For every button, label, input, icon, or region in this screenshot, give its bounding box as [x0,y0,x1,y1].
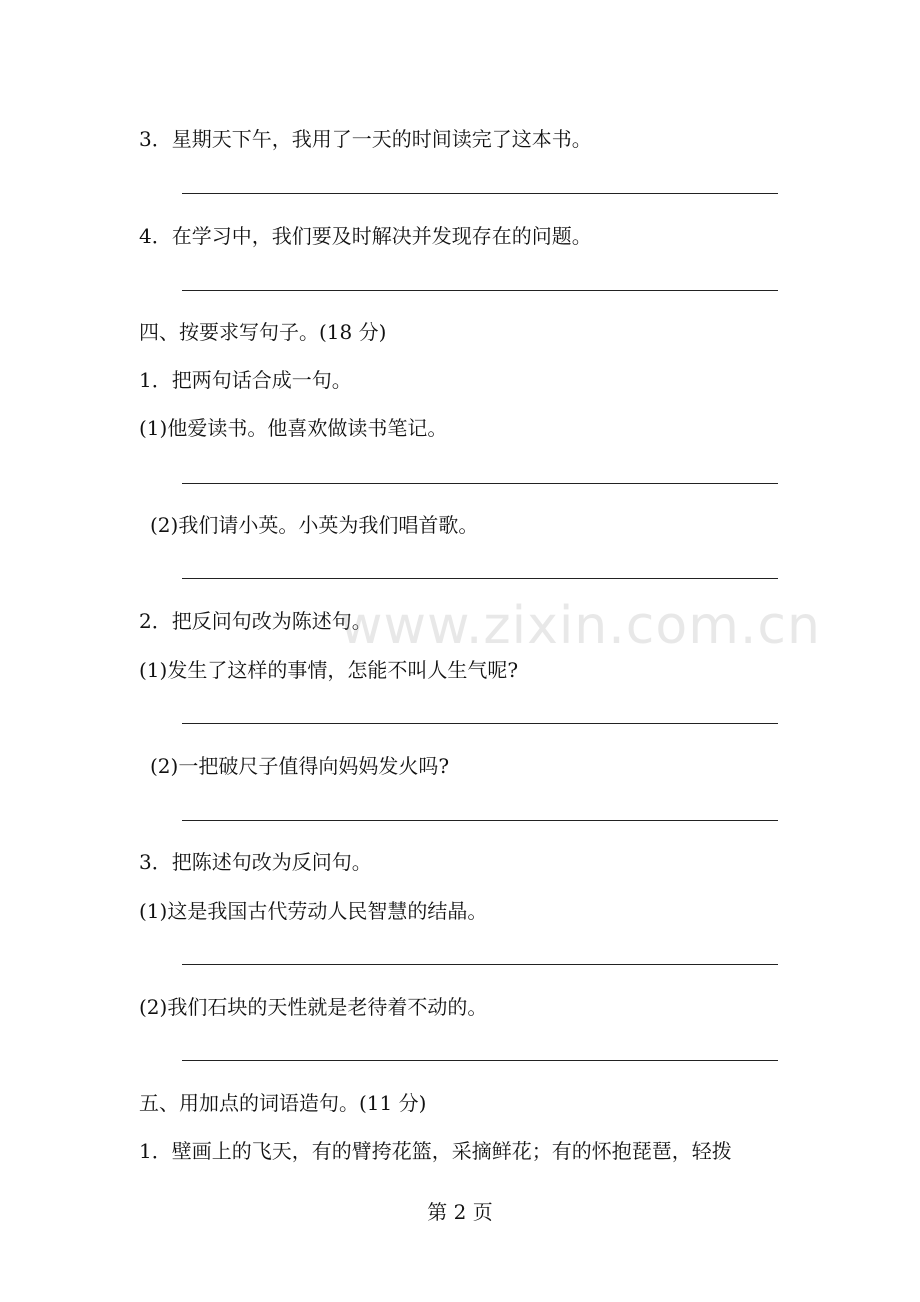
section-5-heading: 五、用加点的词语造句。(11 分) [139,1091,427,1115]
question-4-1-1: (1)他爱读书。他喜欢做读书笔记。 [139,416,448,440]
question-4-1: 1．把两句话合成一句。 [139,368,352,392]
answer-line [182,193,778,194]
answer-line [182,723,778,724]
answer-line [182,964,778,965]
section-4-heading: 四、按要求写句子。(18 分) [139,320,387,344]
watermark: www.zixin.com.cn [340,596,821,656]
question-4-2-2: (2)一把破尺子值得向妈妈发火吗? [150,754,450,778]
question-3-3: 3．星期天下午，我用了一天的时间读完了这本书。 [139,127,592,151]
page-footer: 第 2 页 [427,1200,493,1224]
answer-line [182,820,778,821]
answer-line [182,483,778,484]
question-5-1: 1．壁画上的飞天，有的臂挎花篮，采摘鲜花；有的怀抱琵琶，轻拨 [139,1139,732,1163]
question-3-4: 4．在学习中，我们要及时解决并发现存在的问题。 [139,224,592,248]
question-4-2: 2．把反问句改为陈述句。 [139,609,372,633]
question-4-3-2: (2)我们石块的天性就是老待着不动的。 [139,995,488,1019]
answer-line [182,578,778,579]
question-4-3-1: (1)这是我国古代劳动人民智慧的结晶。 [139,899,488,923]
question-4-3: 3．把陈述句改为反问句。 [139,850,372,874]
answer-line [182,1060,778,1061]
question-4-1-2: (2)我们请小英。小英为我们唱首歌。 [150,513,479,537]
answer-line [182,290,778,291]
question-4-2-1: (1)发生了这样的事情，怎能不叫人生气呢? [139,658,519,682]
